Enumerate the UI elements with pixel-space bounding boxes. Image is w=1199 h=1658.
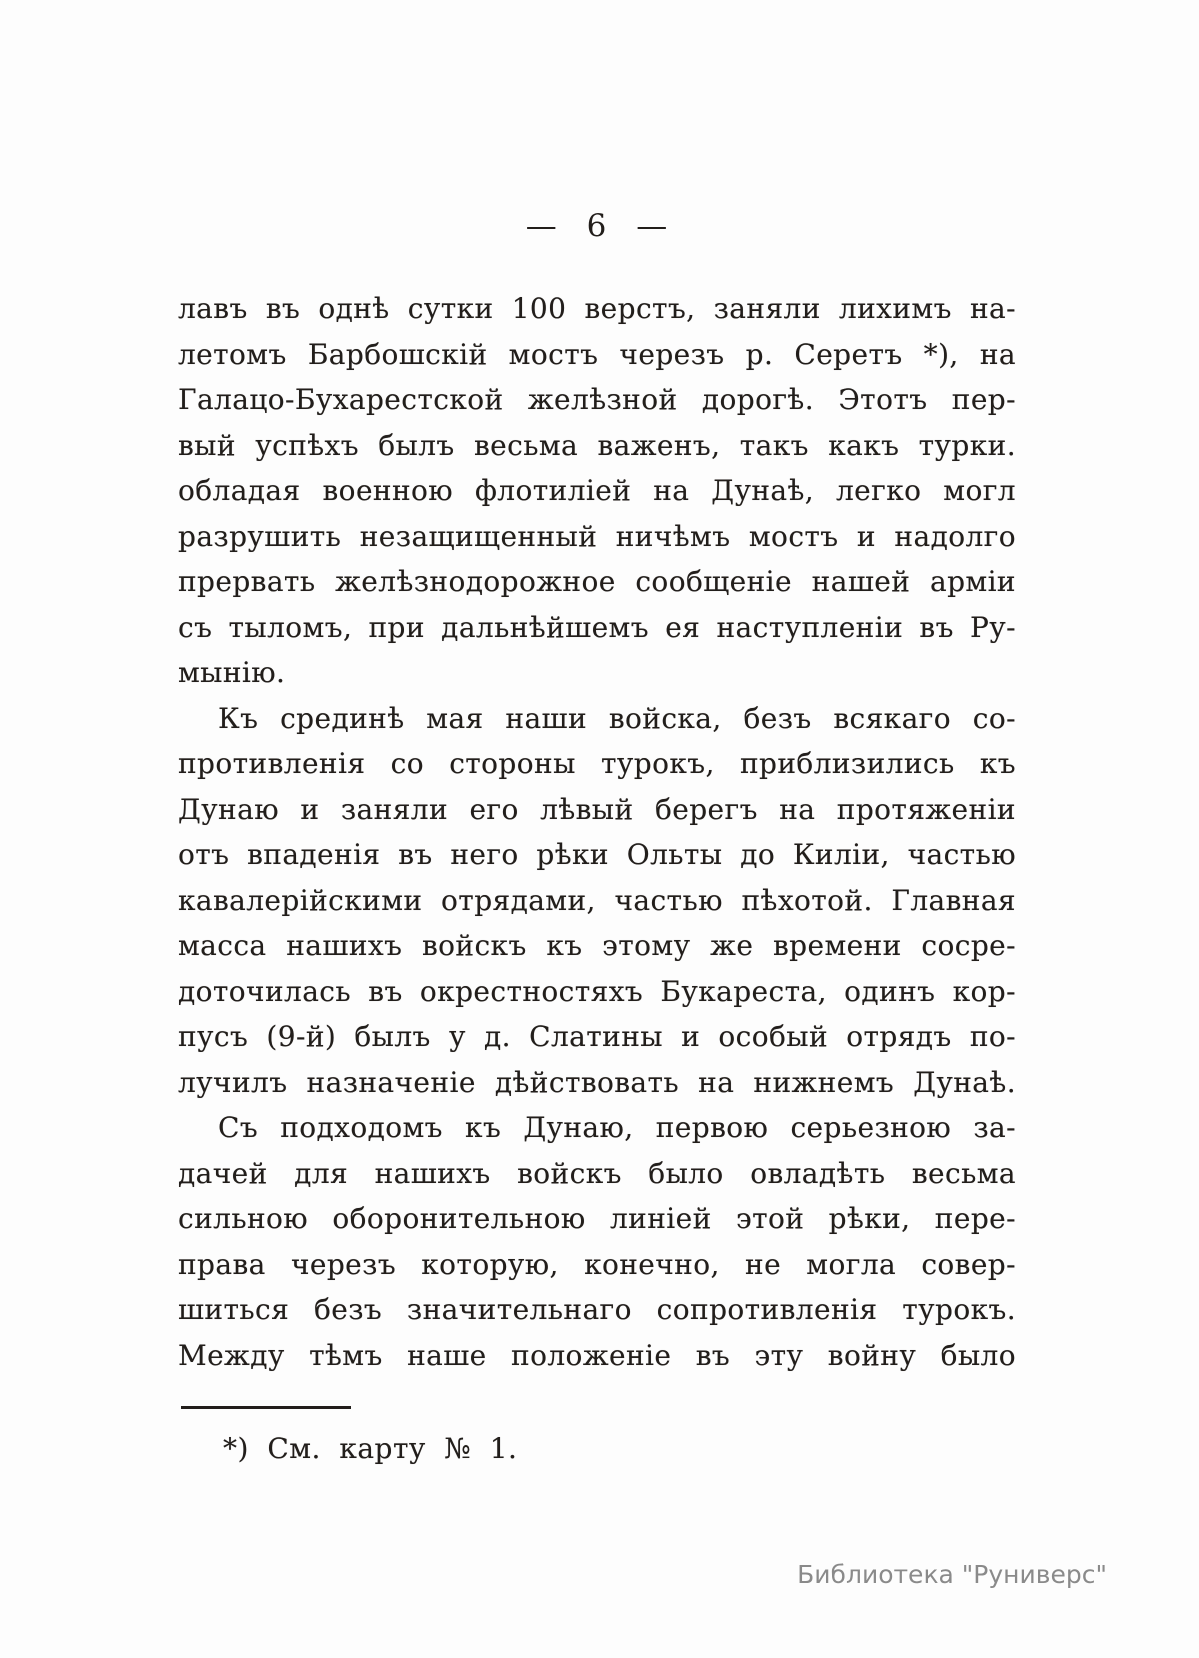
body-line: вый успѣхъ былъ весьма важенъ, такъ какъ турки. [178,428,1016,462]
body-line: противленія со стороны турокъ, приблизились къ [178,747,1016,780]
body-line: лавъ въ однѣ сутки 100 верстъ, заняли лихимъ на- [178,292,1016,325]
body-line: лучилъ назначеніе дѣйствовать на нижнемъ Дунаѣ. [178,1065,1016,1099]
body-line: летомъ Барбошскій мостъ черезъ р. Серетъ *), на [178,337,1016,371]
body-line: мынію. [178,656,286,689]
body-line: масса нашихъ войскъ къ этому же времени сосре- [178,929,1016,962]
body-line: съ тыломъ, при дальнѣйшемъ ея наступленіи въ Ру- [178,610,1016,644]
body-line: Галацо-Бухарестской желѣзной дорогѣ. Этотъ пер- [178,383,1016,416]
body-line: Къ срединѣ мая наши войска, безъ всякаго со- [218,701,1016,735]
body-text [178,286,1016,1378]
footnote-text: *) См. карту № 1. [223,1432,518,1465]
watermark-library-label: Библиотека "Руниверс" [797,1560,1107,1589]
body-line: Съ подходомъ къ Дунаю, первою серьезною за- [218,1111,1016,1144]
body-line: Между тѣмъ наше положеніе въ эту войну было [178,1338,1016,1372]
body-line: права черезъ которую, конечно, не могла совер- [178,1247,1016,1281]
body-line: дачей для нашихъ войскъ было овладѣть весьма [178,1156,1016,1190]
body-line: прервать желѣзнодорожное сообщеніе нашей арміи [178,565,1016,598]
body-line: шиться безъ значительнаго сопротивленія турокъ. [178,1293,1016,1326]
footnote-divider [181,1406,351,1409]
body-line: доточилась въ окрестностяхъ Букареста, одинъ кор- [178,974,1016,1008]
body-line: пусъ (9-й) былъ у д. Слатины и особый отрядъ по- [178,1020,1016,1053]
body-line: кавалерійскими отрядами, частью пѣхотой. Главная [178,883,1016,917]
body-line: Дунаю и заняли его лѣвый берегъ на протяженіи [178,792,1016,826]
body-line: сильною оборонительною линіей этой рѣки, пере- [178,1202,1016,1235]
body-line: обладая военною флотиліей на Дунаѣ, легко могл [178,474,1016,507]
page-number: — 6 — [525,208,669,244]
body-line: разрушить незащищенный ничѣмъ мостъ и надолго [178,519,1016,553]
body-line: отъ впаденія въ него рѣки Ольты до Киліи, частью [178,838,1016,871]
